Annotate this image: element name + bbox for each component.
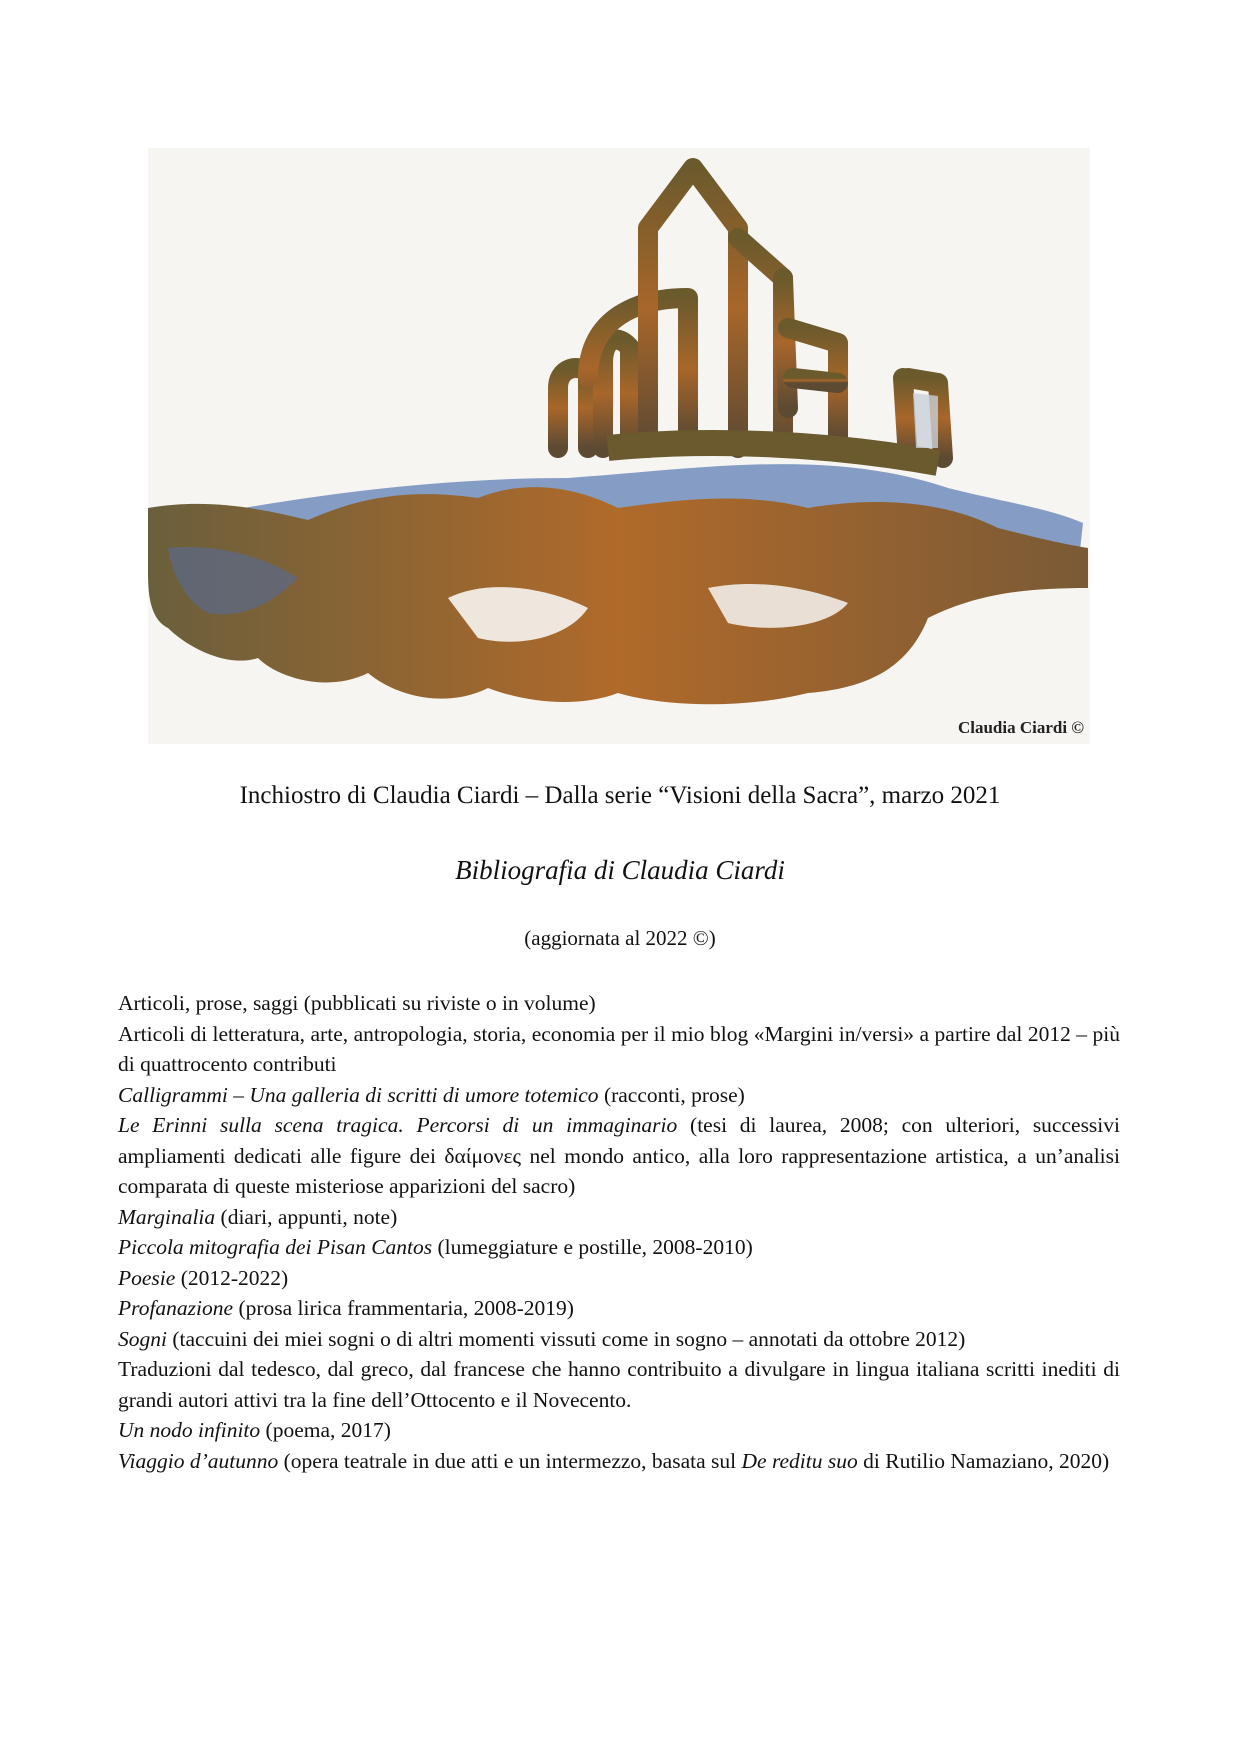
bibliography-list <box>118 988 1120 1476</box>
bibliography-entry <box>118 1354 1120 1415</box>
bibliography-entry <box>118 988 1120 1019</box>
bibliography-entry <box>118 1415 1120 1446</box>
entry-title: Piccola mitografia dei Pisan Cantos <box>118 1235 433 1259</box>
entry-description: (prosa lirica frammentaria, 2008-2019) <box>233 1296 574 1320</box>
entry-description: (diari, appunti, note) <box>215 1204 398 1229</box>
entry-title: Poesie <box>118 1265 176 1290</box>
entry-description: (tesi di laurea, 2008; con ulteriori, successivi ampliamenti dedicati alle figure dei δαίμονες nel mondo antico, alla loro rappresentazione artistica, a un’analisi comparata di queste misteriose apparizioni del sacro) <box>118 1113 1120 1198</box>
entry-title: Sogni <box>118 1326 167 1351</box>
ink-painting-illustration <box>148 148 1090 744</box>
entry-text: Articoli di letteratura, arte, antropologia, storia, economia per il mio blog «Margini in/versi» a partire dal 2012 – più di quattrocento contributi <box>118 1021 1120 1076</box>
entry-description: (taccuini dei miei sogni o di altri momenti vissuti come in sogno – annotati da ottobre 2012) <box>166 1326 966 1351</box>
entry-description: (poema, 2017) <box>260 1418 391 1442</box>
bibliography-entry <box>118 1293 1120 1324</box>
page-title: Bibliografia di Claudia Ciardi <box>455 855 785 885</box>
entry-text: Traduzioni dal tedesco, dal greco, dal francese che hanno contribuito a divulgare in lingua italiana scritti inediti di grandi autori attivi tra la fine dell’Ottocento e il Novecento. <box>118 1357 1120 1412</box>
update-note: (aggiornata al 2022 ©) <box>524 926 716 950</box>
bibliography-entry <box>118 1080 1120 1111</box>
entry-description: (opera teatrale in due atti e un intermezzo, basata sul <box>278 1448 742 1473</box>
bibliography-entry <box>118 1324 1120 1355</box>
entry-title: Marginalia <box>118 1204 216 1229</box>
entry-text: Articoli, prose, saggi (pubblicati su riviste o in volume) <box>118 991 596 1015</box>
entry-title: Calligrammi – Una galleria di scritti di umore totemico <box>118 1082 599 1107</box>
bibliography-entry <box>118 1232 1120 1263</box>
bibliography-entry <box>118 1110 1120 1202</box>
bibliography-entry <box>118 1019 1120 1080</box>
entry-description: (lumeggiature e postille, 2008-2010) <box>432 1235 753 1259</box>
artist-signature: Claudia Ciardi © <box>957 718 1084 737</box>
entry-title: Le Erinni sulla scena tragica. Percorsi di un immaginario <box>118 1113 678 1137</box>
entry-cited-work: De reditu suo <box>741 1448 858 1473</box>
entry-title: Profanazione <box>118 1296 234 1320</box>
ink-painting <box>148 148 1090 744</box>
bibliography-entry <box>118 1446 1120 1477</box>
entry-title: Viaggio d’autunno <box>118 1448 279 1473</box>
entry-description: di Rutilio Namaziano, 2020) <box>857 1448 1110 1473</box>
entry-title: Un nodo infinito <box>118 1418 261 1442</box>
entry-description: (racconti, prose) <box>598 1082 745 1107</box>
entry-description: (2012-2022) <box>175 1265 289 1290</box>
bibliography-entry <box>118 1202 1120 1233</box>
image-caption: Inchiostro di Claudia Ciardi – Dalla serie “Visioni della Sacra”, marzo 2021 <box>239 782 1001 809</box>
bibliography-entry <box>118 1263 1120 1294</box>
